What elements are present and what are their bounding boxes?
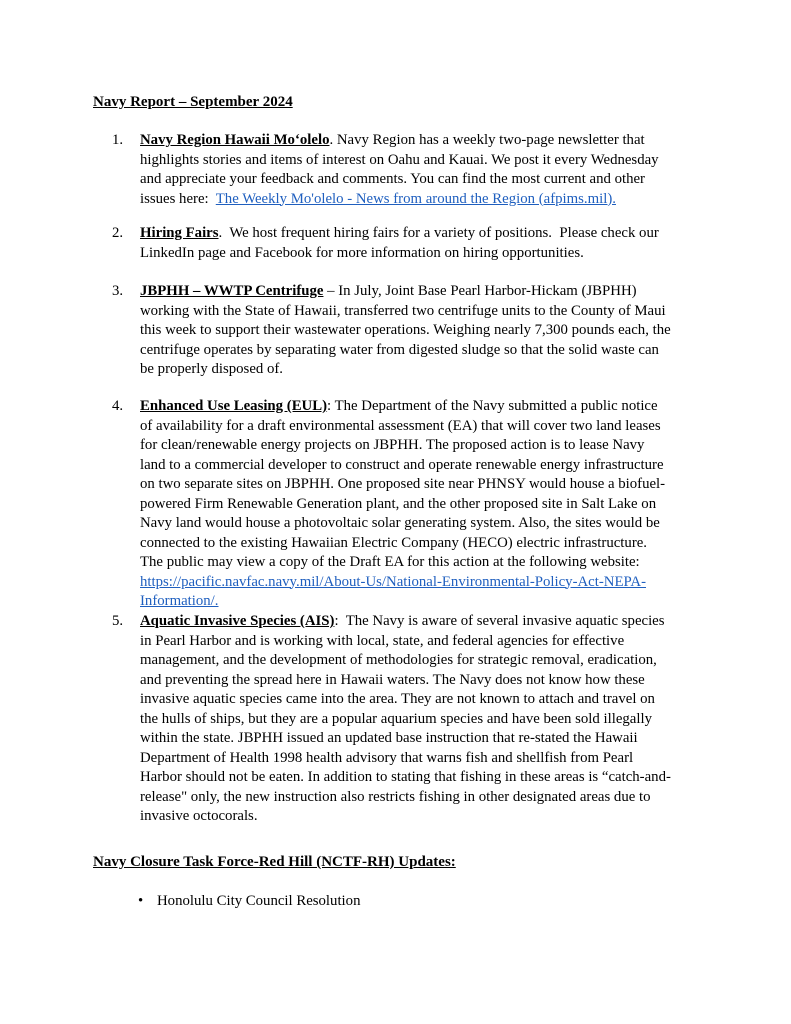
item-line: and appreciate your feedback and comments. You can find the most current and other xyxy=(140,171,645,187)
item-line: connected to the existing Hawaiian Electric Company (HECO) electric infrastructure. xyxy=(140,534,648,551)
item-lead: Enhanced Use Leasing (EUL) xyxy=(140,398,328,414)
item-line: for clean/renewable energy projects on JBPHH. The proposed action is to lease Navy xyxy=(140,437,645,453)
item-line: powered Firm Renewable Generation plant, and the other proposed site in Salt Lake on xyxy=(140,495,657,512)
item-line: Department of Health 1998 health advisory that warns fish and shellfish from Pearl xyxy=(140,749,634,766)
item-line: issues here: The Weekly Mo'olelo - News from around the Region (afpims.mil). xyxy=(140,190,616,207)
item-line: LinkedIn page and Facebook for more information on hiring opportunities. xyxy=(140,244,584,261)
item-line: centrifuge operates by separating water from digested sludge so that the solid waste can xyxy=(140,341,659,358)
item-line: invasive aquatic species came into the area. They are not known to attach and travel on xyxy=(140,691,655,707)
item-line: this week to support their wastewater operations. Weighing nearly 7,300 pounds each, the xyxy=(140,322,671,338)
item-line: of availability for a draft environmental assessment (EA) that will cover two land leases xyxy=(140,417,661,434)
item-line: the hulls of ships, but they are a popular aquarium species and have been sold illegally xyxy=(140,710,652,727)
item-line: in Pearl Harbor and is working with local, state, and federal agencies for effective xyxy=(140,632,625,649)
item-line: Harbor should not be eaten. In addition to stating that fishing in these areas is “catch-and- xyxy=(140,769,671,785)
item-line: working with the State of Hawaii, transferred two centrifuge units to the County of Maui xyxy=(140,302,666,319)
nctf-rh-section-title: Navy Closure Task Force-Red Hill (NCTF-RH) Updates: xyxy=(93,854,456,870)
nepa-link-part-1[interactable]: https://pacific.navfac.navy.mil/About-Us/National-Environmental-Policy-Act-NEPA- xyxy=(140,573,646,590)
item-lead: Hiring Fairs xyxy=(140,225,219,241)
item-number: 5. xyxy=(112,613,124,629)
item-line: and preventing the spread here in Hawaii waters. The Navy does not know how these xyxy=(140,671,645,688)
item-line: invasive octocorals. xyxy=(140,808,258,824)
bullet-text: Honolulu City Council Resolution xyxy=(157,893,361,909)
moolelo-link[interactable]: The Weekly Mo'olelo - News from around the Region (afpims.mil). xyxy=(215,190,616,207)
item-lead: Navy Region Hawaii Mo‘olelo xyxy=(140,132,330,148)
nepa-link-part-2[interactable]: Information/. xyxy=(140,593,219,609)
item-line: highlights stories and items of interest on Oahu and Kauai. We post it every Wednesday xyxy=(140,151,659,168)
item-lead: Aquatic Invasive Species (AIS) xyxy=(140,613,335,629)
item-line xyxy=(140,592,720,612)
item-line: land to a commercial developer to construct and operate renewable energy infrastructure xyxy=(140,456,664,473)
item-lead: JBPHH – WWTP Centrifuge xyxy=(140,283,324,299)
item-line: JBPHH – WWTP Centrifuge – In July, Joint Base Pearl Harbor-Hickam (JBPHH) xyxy=(140,283,637,299)
item-number: 2. xyxy=(112,225,124,241)
item-number: 1. xyxy=(112,132,124,148)
item-line: Navy Region Hawaii Mo‘olelo. Navy Region has a weekly two-page newsletter that xyxy=(140,132,645,148)
item-number: 4. xyxy=(112,398,124,414)
item-line: Hiring Fairs. We host frequent hiring fairs for a variety of positions. Please check our xyxy=(140,225,659,241)
item-line: Enhanced Use Leasing (EUL): The Department of the Navy submitted a public notice xyxy=(140,398,658,414)
item-line: The public may view a copy of the Draft EA for this action at the following website: xyxy=(140,554,640,570)
item-line: within the state. JBPHH issued an updated base instruction that re-stated the Hawaii xyxy=(140,730,638,746)
bullet-dot-icon: • xyxy=(138,893,144,909)
item-line: Navy land would house a photovoltaic solar generating system. Also, the sites would be xyxy=(140,515,660,531)
item-line: management, and the development of methodologies for strategic removal, eradication, xyxy=(140,652,657,668)
item-line: on two separate sites on JBPHH. One proposed site near PHNSY would house a biofuel- xyxy=(140,476,666,492)
item-number: 3. xyxy=(112,283,124,299)
item-line: be properly disposed of. xyxy=(140,361,284,377)
item-line: Aquatic Invasive Species (AIS): The Navy is aware of several invasive aquatic species xyxy=(140,613,665,629)
item-line: release" only, the new instruction also restricts fishing in other designated areas due to xyxy=(140,788,651,805)
item-line xyxy=(140,573,720,593)
report-title: Navy Report – September 2024 xyxy=(93,94,293,110)
